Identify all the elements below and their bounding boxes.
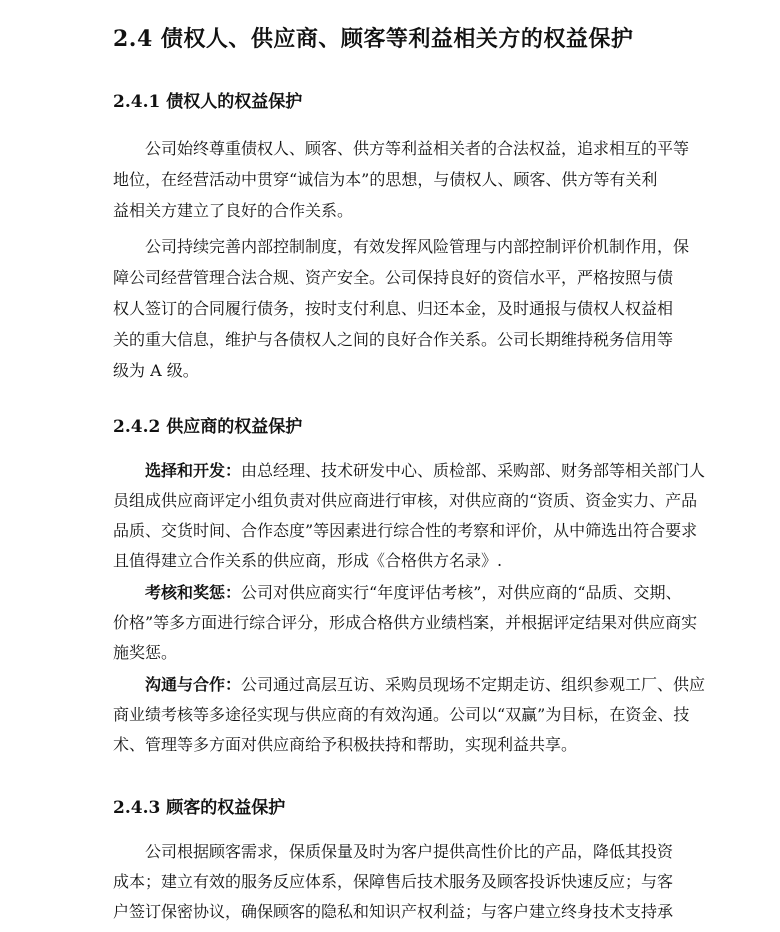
paragraph-line: 户签订保密协议，确保顾客的隐私和知识产权利益；与客户建立终身技术支持承 (113, 902, 674, 921)
paragraph-line: 益相关方建立了良好的合作关系。 (113, 201, 354, 220)
paragraph-line: 权人签订的合同履行债务，按时支付利息、归还本金，及时通报与债权人权益相 (113, 299, 674, 318)
paragraph-line: 公司始终尊重债权人、顾客、供方等利益相关者的合法权益，追求相互的平等 (145, 139, 690, 158)
paragraph-line: 员组成供应商评定小组负责对供应商进行审核，对供应商的“资质、资金实力、产品 (113, 491, 698, 510)
subsection-title-suppliers: 2.4.2 供应商的权益保护 (113, 417, 303, 437)
paragraph-line: 公司持续完善内部控制制度，有效发挥风险管理与内部控制评价机制作用，保 (145, 237, 690, 256)
subsection-title-creditors: 2.4.1 债权人的权益保护 (113, 92, 303, 112)
paragraph-line: 地位，在经营活动中贯穿“诚信为本”的思想，与债权人、顾客、供方等有关利 (113, 170, 658, 189)
paragraph-line: 品质、交货时间、合作态度”等因素进行综合性的考察和评价，从中筛选出符合要求 (113, 521, 698, 540)
paragraph-line: 公司根据顾客需求，保质保量及时为客户提供高性价比的产品，降低其投资 (145, 842, 674, 861)
paragraph-line (145, 673, 705, 697)
paragraph-line: 术、管理等多方面对供应商给予积极扶持和帮助，实现利益共享。 (113, 735, 578, 754)
paragraph-line: 级为 A 级。 (113, 361, 199, 380)
paragraph-line: 成本；建立有效的服务反应体系，保障售后技术服务及顾客投诉快速反应；与客 (113, 872, 674, 891)
paragraph-text: 公司通过高层互访、采购员现场不定期走访、组织参观工厂、供应 (241, 675, 706, 694)
paragraph-line: 关的重大信息，维护与各债权人之间的良好合作关系。公司长期维持税务信用等 (113, 330, 674, 349)
paragraph-line: 施奖惩。 (113, 643, 178, 662)
section-title: 2.4 债权人、供应商、顾客等利益相关方的权益保护 (113, 26, 634, 52)
paragraph-line: 商业绩考核等多途径实现与供应商的有效沟通。公司以“双赢”为目标，在资金、技 (113, 705, 690, 724)
subsection-title-customers: 2.4.3 顾客的权益保护 (113, 798, 286, 818)
paragraph-line (145, 581, 682, 605)
paragraph-lead: 选择和开发： (145, 461, 242, 480)
paragraph-lead: 考核和奖惩： (145, 583, 242, 602)
paragraph-line: 价格”等多方面进行综合评分，形成合格供方业绩档案，并根据评定结果对供应商实 (113, 613, 698, 632)
paragraph-text: 由总经理、技术研发中心、质检部、采购部、财务部等相关部门人 (241, 461, 706, 480)
paragraph-line (145, 459, 705, 483)
paragraph-lead: 沟通与合作： (145, 675, 242, 694)
paragraph-text: 公司对供应商实行“年度评估考核”，对供应商的“品质、交期、 (241, 583, 682, 602)
paragraph-line: 障公司经营管理合法合规、资产安全。公司保持良好的资信水平，严格按照与债 (113, 268, 674, 287)
paragraph-line: 且值得建立合作关系的供应商，形成《合格供方名录》. (113, 551, 503, 570)
